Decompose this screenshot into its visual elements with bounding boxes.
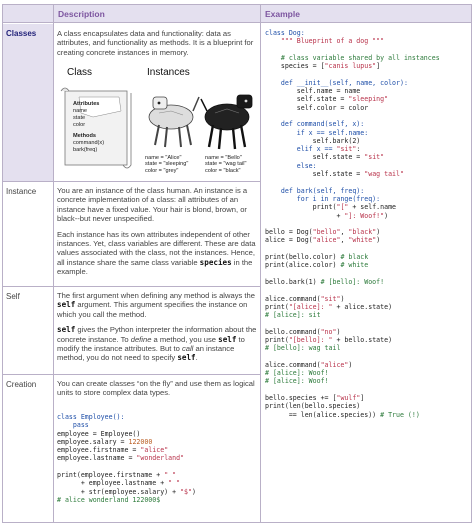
self-p2-emphasis-call: call bbox=[181, 344, 194, 354]
instance-paragraph-2 bbox=[57, 230, 257, 277]
diagram-attr-state: state bbox=[73, 115, 86, 121]
diagram-instance-bello: name = "Bello" state = "wag tail" color = "black" bbox=[205, 155, 247, 174]
code-string: "]: Woof!" bbox=[344, 211, 385, 220]
row-label-self: Self bbox=[6, 292, 20, 301]
self-p2-keyword: self bbox=[57, 325, 76, 335]
code-line: ) bbox=[192, 487, 196, 496]
code-comment: # alice wonderland 122000$ bbox=[57, 495, 161, 504]
code-comment: # True (!) bbox=[380, 410, 420, 419]
code-line: == len(alice.species)) bbox=[265, 410, 381, 419]
code-string: "bello" bbox=[312, 228, 341, 237]
code-line: self.state = bbox=[265, 170, 365, 179]
code-line: self.state = bbox=[265, 95, 349, 104]
code-line: self.name = name bbox=[265, 87, 361, 96]
code-line: bello.species += [ bbox=[265, 394, 337, 403]
code-line: self.color = color bbox=[265, 103, 369, 112]
code-line: bello = Dog( bbox=[265, 228, 313, 237]
example-code-block bbox=[265, 29, 440, 419]
code-line: + bbox=[265, 211, 345, 220]
self-p2-keyword-3: self bbox=[177, 353, 196, 363]
code-string: "wonderland" bbox=[136, 454, 185, 463]
code-line: for i in range(freq): bbox=[265, 194, 381, 203]
code-string: "canis lupus" bbox=[324, 62, 377, 71]
code-comment: # black bbox=[340, 253, 369, 262]
diagram-instances-label: Instances bbox=[147, 67, 190, 78]
self-p1-keyword: self bbox=[57, 300, 76, 310]
code-string: "[" bbox=[336, 203, 349, 212]
code-line: species = [ bbox=[265, 62, 325, 71]
self-paragraph-2 bbox=[57, 325, 257, 363]
code-line: employee.salary = bbox=[57, 437, 129, 446]
self-p1-text: The first argument when defining any method is always the bbox=[57, 291, 255, 300]
code-line: , bbox=[340, 228, 349, 237]
code-string: "[alice]: " bbox=[288, 302, 333, 311]
code-line: def __init__(self, name, color): bbox=[265, 78, 408, 87]
code-string: "alice" bbox=[140, 446, 169, 455]
instance-paragraph-1: You are an instance of the class human. An instance is a concrete implementation of a class: all attributes of an instance have a fixed value. Your hair is blond, brown, or black--but never unspecified. bbox=[57, 186, 248, 224]
code-string: "sit" bbox=[336, 145, 357, 154]
self-p2-text-e: . bbox=[195, 353, 198, 363]
self-p2-text-d: an instance method, you do not need to specify bbox=[57, 344, 235, 363]
code-line: employee.lastname = bbox=[57, 454, 137, 463]
code-line: class Employee(): bbox=[57, 413, 125, 421]
diagram-method-bark: bark(freq) bbox=[73, 147, 98, 153]
attributes-title: Attributes bbox=[73, 101, 100, 107]
code-string: "alice" bbox=[320, 360, 349, 369]
code-line: ) bbox=[376, 236, 381, 245]
column-divider bbox=[260, 23, 261, 523]
code-line: print(bello.color) bbox=[265, 253, 341, 262]
code-string: "black" bbox=[348, 228, 377, 237]
code-line: print( bbox=[265, 203, 337, 212]
diagram-attr-name: name bbox=[73, 108, 87, 114]
cheat-sheet-table bbox=[2, 4, 472, 523]
code-line: pass bbox=[57, 421, 89, 430]
code-string: "sleeping" bbox=[348, 95, 389, 104]
code-line: employee.firstname = bbox=[57, 446, 141, 455]
diagram-instance-alice: name = "Alice" state = "sleeping" color = "grey" bbox=[145, 155, 189, 174]
code-line: + bello.state) bbox=[332, 335, 393, 344]
code-line: : bbox=[356, 145, 361, 154]
diagram-attributes-block bbox=[73, 101, 99, 107]
robot-dog-black-icon bbox=[201, 95, 252, 149]
code-string: "white" bbox=[348, 236, 377, 245]
methods-title: Methods bbox=[73, 133, 96, 139]
code-line: if x == self.name: bbox=[265, 128, 369, 137]
instance-p2-text: Each instance has its own attributes independent of other instances. Yet, class variables are different. These are data values associated with the class, not the instances. Hence, all instance share the same class variable bbox=[57, 229, 256, 267]
code-comment: # [bello]: wag tail bbox=[265, 344, 341, 353]
code-line: print(len(bello.species) bbox=[265, 402, 361, 411]
code-line: bello.command( bbox=[265, 327, 321, 336]
code-line: + self.name bbox=[348, 203, 397, 212]
code-line: print(employee.firstname + bbox=[57, 471, 165, 480]
row-label-instance: Instance bbox=[6, 187, 37, 196]
row-label-classes: Classes bbox=[3, 24, 53, 181]
self-p2-keyword-2: self bbox=[218, 334, 237, 344]
self-p2-text-c: to modify the instance attributes. But to bbox=[57, 334, 245, 354]
code-string: "sit" bbox=[364, 153, 385, 162]
code-line: self.bark(2) bbox=[265, 136, 361, 145]
code-line: , bbox=[340, 236, 349, 245]
instance-description bbox=[57, 186, 257, 283]
code-line: def command(self, x): bbox=[265, 120, 365, 129]
code-string: "sit" bbox=[320, 294, 341, 303]
self-p2-text-b: a method, you use bbox=[151, 334, 219, 344]
header-example: Example bbox=[260, 5, 471, 23]
creation-code-block bbox=[57, 413, 196, 504]
code-comment: # [alice]: Woof! bbox=[265, 377, 329, 386]
code-line: print(alice.color) bbox=[265, 261, 341, 270]
code-string: "no" bbox=[320, 327, 337, 336]
diagram-class-label: Class bbox=[67, 67, 93, 78]
code-string: " " bbox=[164, 471, 177, 480]
instance-p2-keyword: species bbox=[199, 257, 232, 267]
row-label-creation: Creation bbox=[6, 380, 37, 389]
code-line: ) bbox=[348, 360, 353, 369]
code-line: bello.bark(1) bbox=[265, 277, 321, 286]
code-number: 122000 bbox=[128, 437, 153, 446]
self-p2-emphasis-define: define bbox=[130, 334, 152, 344]
code-line: + employee.lastname + bbox=[57, 479, 169, 488]
code-line: class Dog: bbox=[265, 29, 305, 37]
classes-description bbox=[57, 29, 257, 63]
header-description: Description bbox=[53, 5, 260, 23]
diagram-method-command: command(x) bbox=[73, 140, 105, 146]
robot-dog-grey-icon bbox=[149, 97, 199, 147]
code-string: "alice" bbox=[312, 236, 341, 245]
code-line: + alice.state) bbox=[332, 302, 393, 311]
code-line: employee = Employee() bbox=[57, 429, 141, 438]
code-comment: # [alice]: Woof! bbox=[265, 369, 329, 378]
code-line: elif x == bbox=[265, 145, 337, 154]
classes-text: A class encapsulates data and functionality: data as attributes, and functionality as methods. It is a blueprint for creating concrete instances in memory. bbox=[57, 29, 254, 57]
code-line: ] bbox=[376, 62, 381, 71]
code-line: alice.command( bbox=[265, 294, 321, 303]
code-line: print( bbox=[265, 302, 289, 311]
code-line: ) bbox=[340, 294, 345, 303]
diagram-methods-block bbox=[73, 133, 96, 139]
code-line: def bark(self, freq): bbox=[265, 186, 365, 195]
creation-description bbox=[57, 379, 257, 404]
column-divider bbox=[53, 23, 54, 523]
code-line: self.state = bbox=[265, 153, 365, 162]
code-line: alice.command( bbox=[265, 360, 321, 369]
creation-text: You can create classes “on the fly” and use them as logical units to store complex data types. bbox=[57, 379, 255, 398]
code-line: ) bbox=[376, 228, 381, 237]
code-line: ] bbox=[360, 394, 365, 403]
self-description bbox=[57, 291, 257, 369]
code-comment: # class variable shared by all instances bbox=[265, 53, 440, 62]
code-string: "$" bbox=[180, 487, 192, 496]
instance-p2-tail: in the example. bbox=[57, 257, 253, 277]
self-p2-text-a: gives the Python interpreter the information about the concrete instance. To bbox=[57, 325, 257, 344]
header-empty-cell bbox=[3, 5, 53, 23]
code-line: ) bbox=[384, 211, 389, 220]
code-comment: # white bbox=[340, 261, 369, 270]
code-string: "wag tail" bbox=[364, 170, 404, 179]
code-line: + str(employee.salary) + bbox=[57, 487, 181, 496]
code-comment: # [alice]: sit bbox=[265, 311, 321, 320]
code-line: alice = Dog( bbox=[265, 236, 313, 245]
code-comment: # [bello]: Woof! bbox=[320, 277, 385, 286]
self-p1-tail: argument. This argument specifies the instance on which you call the method. bbox=[57, 300, 248, 319]
class-instances-diagram bbox=[59, 67, 257, 179]
code-line: print( bbox=[265, 335, 289, 344]
diagram-attr-color: color bbox=[73, 122, 86, 128]
code-line: else: bbox=[265, 161, 317, 170]
code-line: ) bbox=[336, 327, 341, 336]
code-docstring: """ Blueprint of a dog """ bbox=[265, 37, 385, 46]
code-string: "wulf" bbox=[336, 394, 361, 403]
self-paragraph-1 bbox=[57, 291, 257, 319]
code-string: "[bello]: " bbox=[288, 335, 333, 344]
code-string: " " bbox=[168, 479, 181, 488]
